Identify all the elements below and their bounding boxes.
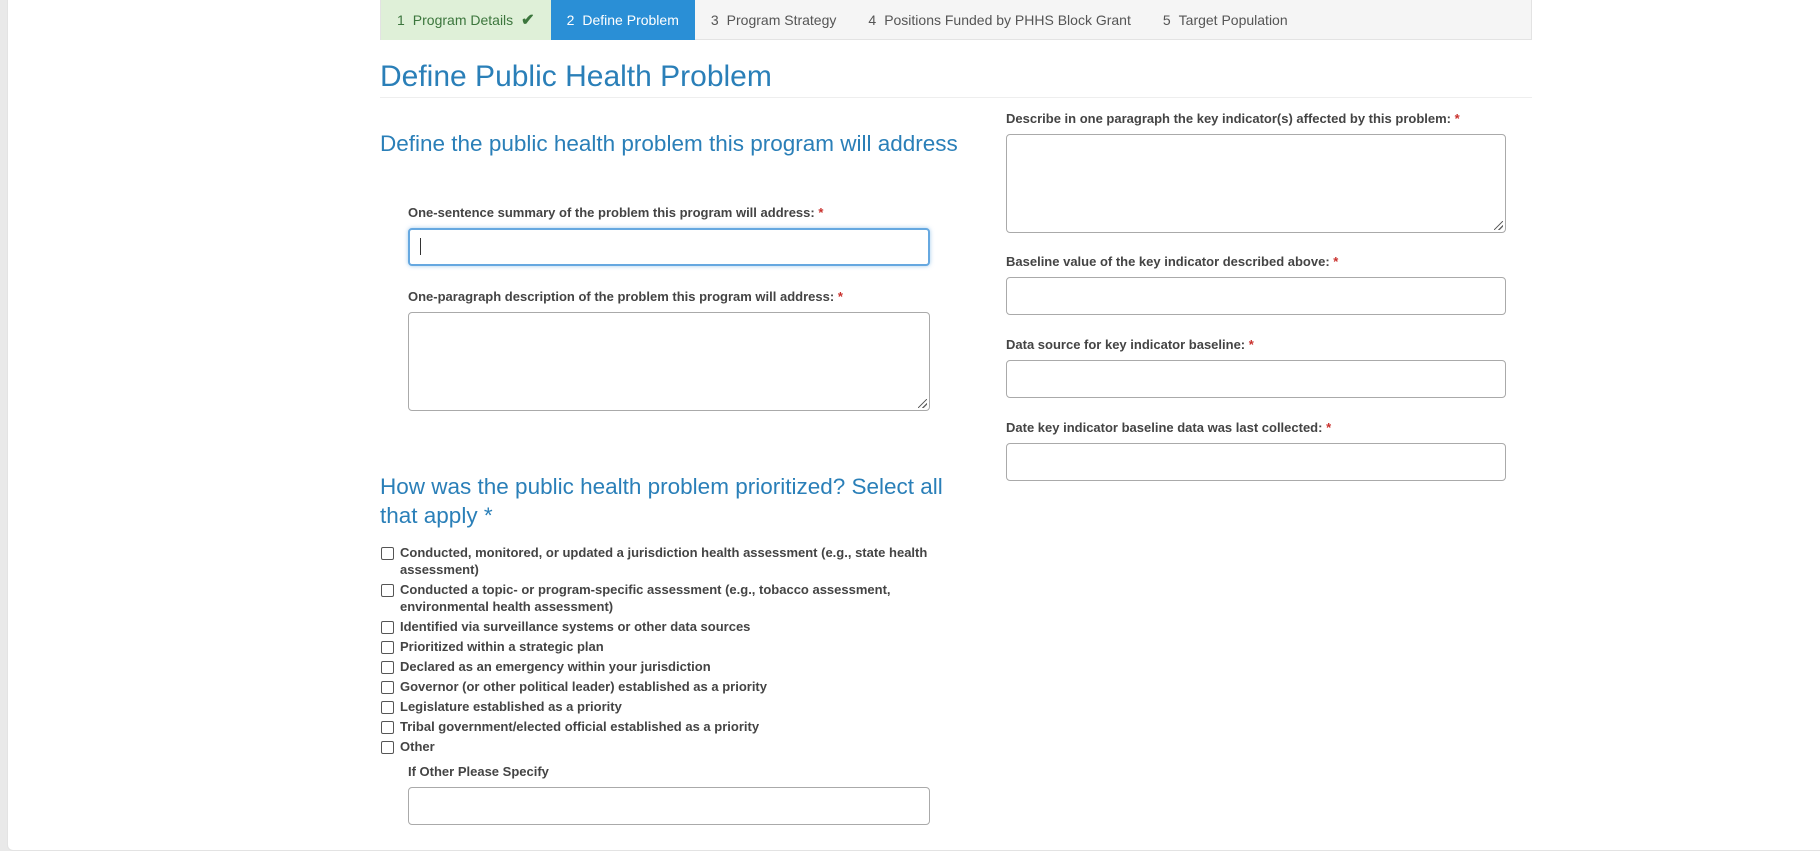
step-program-details[interactable] [381, 0, 551, 40]
indicator-label [1006, 111, 1460, 126]
checkbox[interactable] [381, 681, 394, 694]
step-program-strategy[interactable] [695, 0, 853, 40]
checkbox-option[interactable] [380, 678, 960, 695]
step-number: 4 [868, 12, 877, 28]
data-source-label [1006, 337, 1254, 352]
checkbox-option[interactable] [380, 544, 960, 578]
other-specify-label: If Other Please Specify [408, 764, 549, 779]
checkbox-label: Conducted, monitored, or updated a jurisdiction health assessment (e.g., state health assessment) [400, 545, 928, 577]
text-cursor [420, 238, 421, 255]
step-number: 3 [710, 12, 719, 28]
checkbox-label: Other [400, 739, 435, 754]
step-positions-funded[interactable] [852, 0, 1146, 40]
checkbox-label: Governor (or other political leader) established as a priority [400, 679, 767, 694]
page-title: Define Public Health Problem [380, 60, 772, 93]
resize-handle-icon[interactable] [1494, 221, 1503, 230]
required-marker: * [1454, 111, 1460, 126]
data-source-input[interactable] [1006, 360, 1506, 398]
checkbox[interactable] [381, 547, 394, 560]
step-label: Program Strategy [726, 12, 837, 28]
checkbox-option[interactable] [380, 658, 960, 675]
required-marker: * [1333, 254, 1339, 269]
checkbox[interactable] [381, 621, 394, 634]
checkbox[interactable] [381, 661, 394, 674]
checkbox-option[interactable] [380, 638, 960, 655]
checkbox-label: Tribal government/elected official established as a priority [400, 719, 760, 734]
checkbox[interactable] [381, 584, 394, 597]
checkbox-option[interactable] [380, 581, 960, 615]
checkbox-label: Declared as an emergency within your jurisdiction [400, 659, 711, 674]
other-specify-input[interactable] [408, 787, 930, 825]
checkbox-option[interactable] [380, 618, 960, 635]
required-marker: * [1248, 337, 1254, 352]
step-label: Define Problem [582, 12, 679, 28]
step-label: Program Details [412, 12, 514, 28]
description-label-text: One-paragraph description of the problem this program will address: [408, 289, 835, 304]
baseline-label [1006, 254, 1338, 269]
checkbox-label: Prioritized within a strategic plan [400, 639, 604, 654]
form-container [380, 0, 1532, 779]
title-divider [380, 97, 1532, 98]
indicator-label-text: Describe in one paragraph the key indicator(s) affected by this problem: [1006, 111, 1451, 126]
wizard-steps [380, 0, 1532, 40]
indicator-textarea[interactable] [1006, 134, 1506, 233]
description-textarea[interactable] [408, 312, 930, 411]
baseline-input[interactable] [1006, 277, 1506, 315]
checkbox-label: Identified via surveillance systems or other data sources [400, 619, 751, 634]
required-marker: * [818, 205, 824, 220]
prioritization-checklist [380, 544, 960, 758]
checkbox-option-other[interactable] [380, 738, 960, 755]
step-label: Positions Funded by PHHS Block Grant [884, 12, 1131, 28]
checkbox[interactable] [381, 701, 394, 714]
date-collected-label-text: Date key indicator baseline data was last collected: [1006, 420, 1323, 435]
checkbox[interactable] [381, 641, 394, 654]
checkbox-label: Legislature established as a priority [400, 699, 622, 714]
checkbox[interactable] [381, 721, 394, 734]
checkbox-label: Conducted a topic- or program-specific assessment (e.g., tobacco assessment, environmental health assessment) [400, 582, 891, 614]
step-label: Target Population [1178, 12, 1288, 28]
summary-label-text: One-sentence summary of the problem this program will address: [408, 205, 815, 220]
checkbox-option[interactable] [380, 698, 960, 715]
summary-input[interactable] [408, 228, 930, 266]
check-icon: ✔ [521, 12, 535, 29]
summary-label [408, 205, 823, 220]
baseline-label-text: Baseline value of the key indicator described above: [1006, 254, 1330, 269]
date-collected-input[interactable] [1006, 443, 1506, 481]
date-collected-label [1006, 420, 1331, 435]
data-source-label-text: Data source for key indicator baseline: [1006, 337, 1246, 352]
step-number: 5 [1162, 12, 1171, 28]
section-define-problem-title: Define the public health problem this program will address [380, 131, 958, 156]
section-prioritized-title: How was the public health problem prioritized? Select all that apply * [380, 474, 943, 528]
step-define-problem[interactable] [551, 0, 695, 40]
step-number: 2 [566, 12, 575, 28]
checkbox-option[interactable] [380, 718, 960, 735]
required-marker: * [837, 289, 843, 304]
step-number: 1 [397, 12, 405, 28]
description-label [408, 289, 843, 304]
checkbox[interactable] [381, 741, 394, 754]
required-marker: * [1326, 420, 1332, 435]
step-target-population[interactable] [1147, 0, 1304, 40]
page [7, 0, 1820, 851]
resize-handle-icon[interactable] [918, 399, 927, 408]
